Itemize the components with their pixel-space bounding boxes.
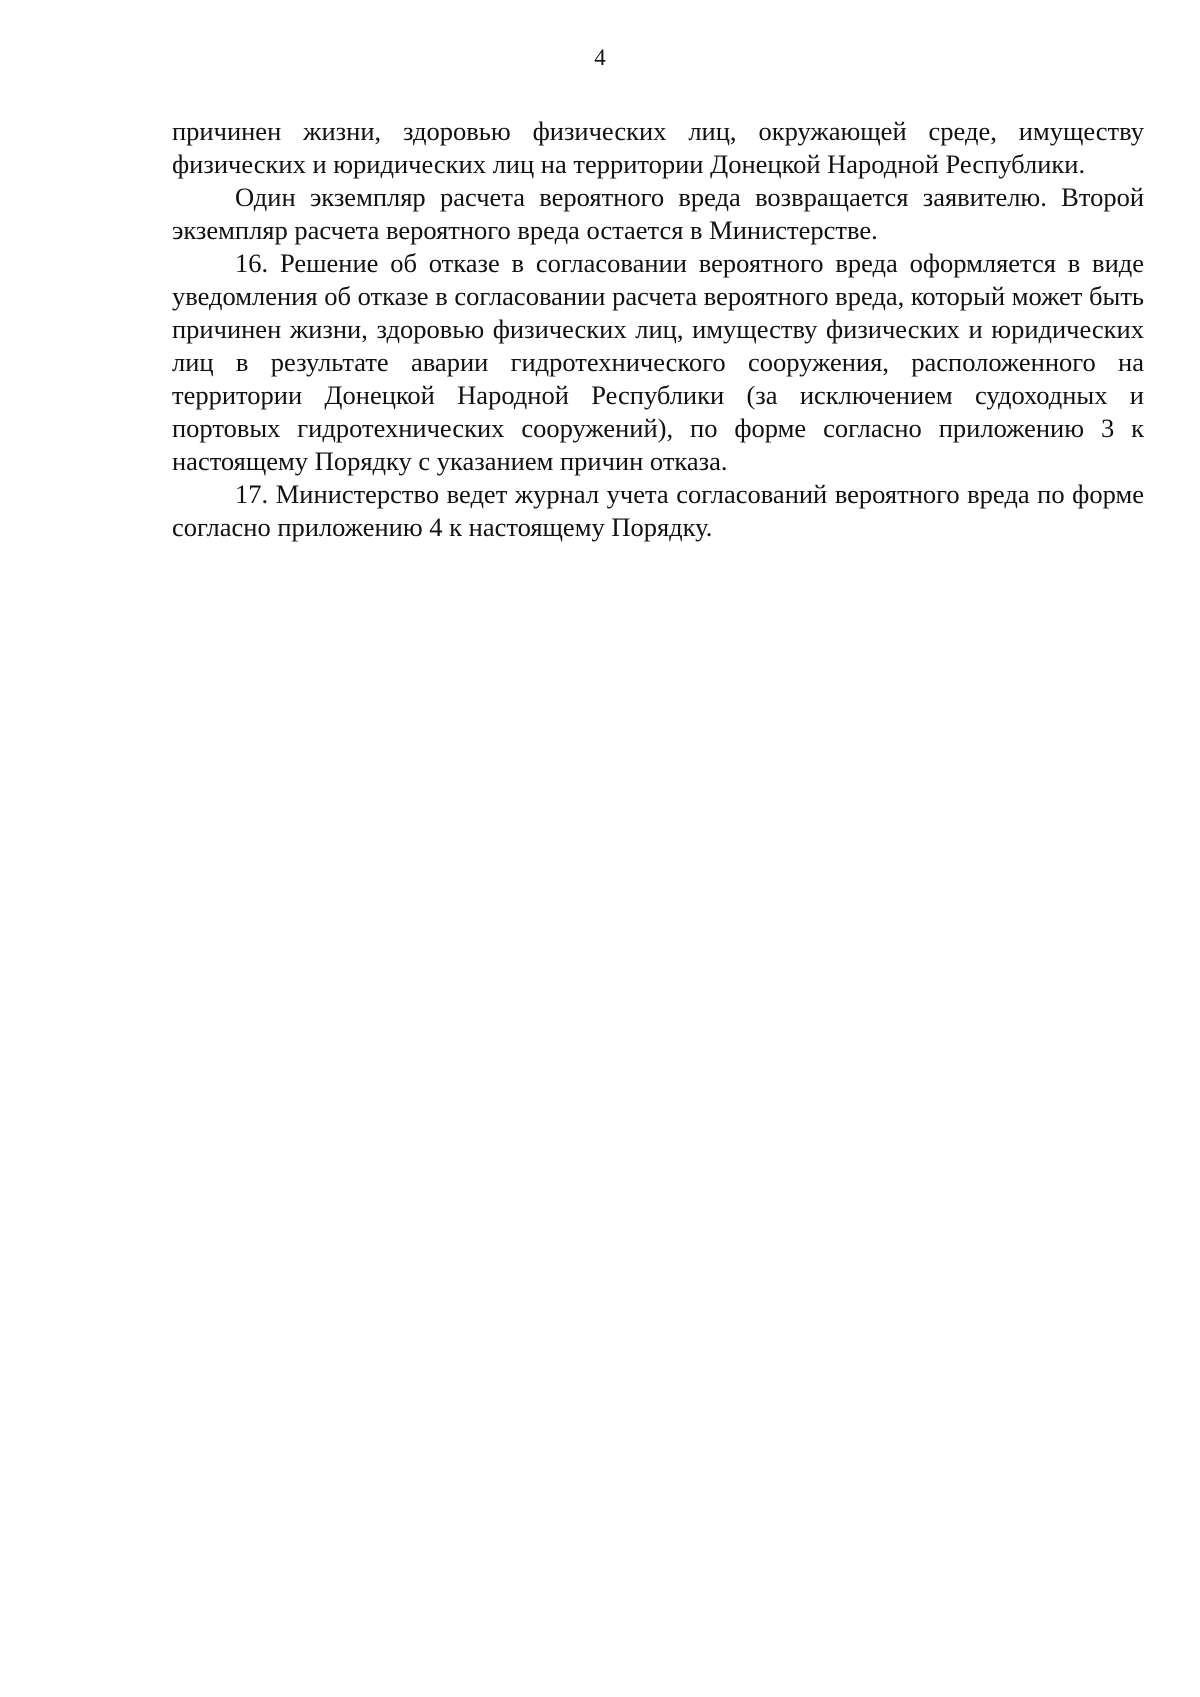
document-body	[172, 115, 1144, 544]
page-number: 4	[594, 45, 606, 70]
paragraph-17: 17. Министерство ведет журнал учета согласований вероятного вреда по форме согласно приложению 4 к настоящему Порядку.	[172, 479, 1144, 542]
paragraph-continuation: причинен жизни, здоровью физических лиц, окружающей среде, имуществу физических и юридических лиц на территории Донецкой Народной Республики.	[172, 116, 1144, 179]
paragraph-copies: Один экземпляр расчета вероятного вреда возвращается заявителю. Второй экземпляр расчета вероятного вреда остается в Министерстве.	[172, 182, 1144, 245]
paragraph-16: 16. Решение об отказе в согласовании вероятного вреда оформляется в виде уведомления об отказе в согласовании расчета вероятного вреда, который может быть причинен жизни, здоровью физических лиц, имуществу физических и юридических лиц в результате аварии гидротехнического сооружения, расположенного на территории Донецкой Народной Республики (за исключением судоходных и портовых гидротехнических сооружений), по форме согласно приложению 3 к настоящему Порядку с указанием причин отказа.	[172, 248, 1144, 476]
